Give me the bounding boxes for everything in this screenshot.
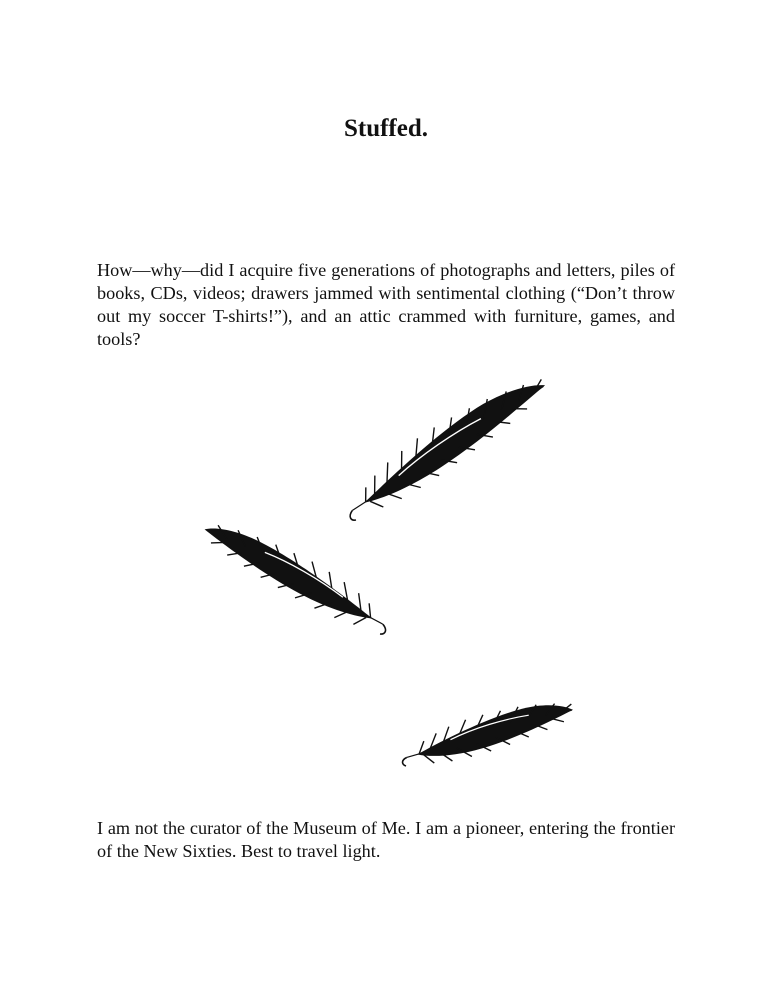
intro-paragraph: How—why—did I acquire five generations of photographs and letters, piles of books, CDs, videos; drawers jammed with sentimental clothing (“Don’t throw out my soccer T-shirts!”), and an attic crammed with furniture, games, and tools? — [97, 260, 675, 349]
feather-icon — [334, 364, 555, 528]
page-title: Stuffed. — [343, 115, 429, 142]
feather-icon — [196, 510, 398, 643]
closing-paragraph: I am not the curator of the Museum of Me. I am a pioneer, entering the frontier of the New Sixties. Best to travel light. — [97, 818, 675, 861]
feather-icon — [396, 691, 578, 776]
